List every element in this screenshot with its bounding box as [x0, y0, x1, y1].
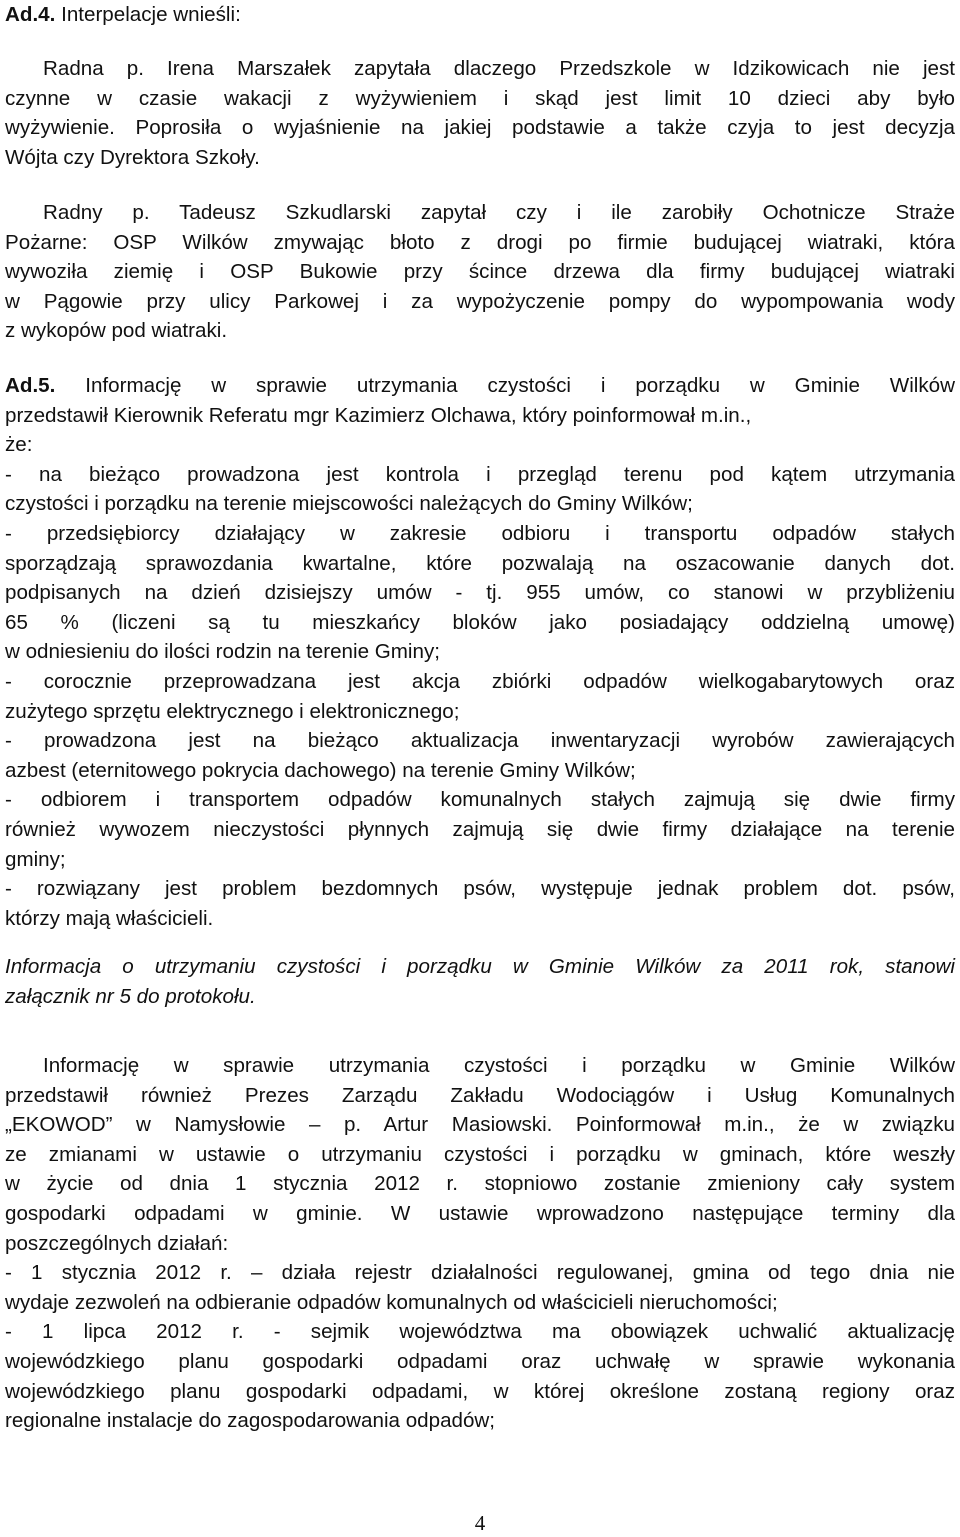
- section-ad4-label: Ad.4.: [5, 3, 56, 26]
- text-line: zużytego sprzętu elektrycznego i elektronicznego;: [5, 699, 460, 723]
- text-line: Radna p. Irena Marszałek zapytała dlaczego Przedszkole w Idzikowicach nie jest: [43, 57, 955, 80]
- text-line: gospodarki odpadami w gminie. W ustawie wprowadzono następujące terminy dla: [5, 1201, 955, 1225]
- text-line: czystości i porządku na terenie miejscowości należących do Gminy Wilków;: [5, 492, 693, 516]
- text-line: w Pągowie przy ulicy Parkowej i za wypożyczenie pompy do wypompowania wody: [5, 289, 955, 313]
- list-item-line: - prowadzona jest na bieżąco aktualizacja inwentaryzacji wyrobów zawierających: [5, 729, 955, 753]
- text-line: gminy;: [5, 847, 66, 871]
- text-line: wojewódzkiego planu gospodarki odpadami, w której określone zostaną regiony oraz: [5, 1379, 955, 1403]
- section-ad4-heading: [5, 0, 955, 30]
- list-item-line: - 1 stycznia 2012 r. – działa rejestr działalności regulowanej, gmina od tego dnia nie: [5, 1261, 955, 1285]
- list-item-line: - rozwiązany jest problem bezdomnych psów, występuje jednak problem dot. psów,: [5, 877, 955, 901]
- section-ad5-body: [5, 371, 955, 933]
- text-line: w życie od dnia 1 stycznia 2012 r. stopniowo zostanie zmieniony cały system: [5, 1172, 955, 1196]
- paragraph-radny-szkudlarski: [5, 198, 955, 346]
- text-line: z wykopów pod wiatraki.: [5, 319, 228, 343]
- list-item-line: - corocznie przeprowadzana jest akcja zbiórki odpadów wielkogabarytowych oraz: [5, 669, 955, 693]
- text-line: czynne w czasie wakacji z wyżywieniem i skąd jest limit 10 dzieci aby było: [5, 86, 955, 110]
- text-line: podpisanych na dzień dzisiejszy umów - tj. 955 umów, co stanowi w przybliżeniu: [5, 581, 955, 605]
- text-line: Wójta czy Dyrektora Szkoły.: [5, 145, 260, 169]
- text-line: wydaje zezwoleń na odbieranie odpadów komunalnych od właścicieli nieruchomości;: [5, 1290, 778, 1314]
- list-item-line: - odbiorem i transportem odpadów komunalnych stałych zajmują się dwie firmy: [5, 788, 955, 812]
- text-line: również wywozem nieczystości płynnych zajmują się dwie firmy działające na terenie: [5, 817, 955, 841]
- text-line: Informację w sprawie utrzymania czystości i porządku w Gminie Wilków: [43, 1054, 955, 1077]
- text-line: azbest (eternitowego pokrycia dachowego) na terenie Gminy Wilków;: [5, 758, 636, 782]
- text-line: „EKOWOD” w Namysłowie – p. Artur Masiowski. Poinformował m.in., że w związku: [5, 1113, 955, 1137]
- section-ad4-heading-block: [5, 0, 955, 30]
- section-ad5-first-line-text: Informację w sprawie utrzymania czystości i porządku w Gminie Wilków: [85, 374, 955, 397]
- text-line: przedstawił Kierownik Referatu mgr Kazimierz Olchawa, który poinformował m.in.,: [5, 403, 752, 427]
- text-line: sporządzają sprawozdania kwartalne, które pozwalają na oszacowanie danych dot.: [5, 551, 955, 575]
- text-line: poszczególnych działań:: [5, 1231, 229, 1255]
- text-line: wojewódzkiego planu gospodarki odpadami oraz uchwałę w sprawie wykonania: [5, 1349, 955, 1373]
- paragraph-radna-marszalek: [5, 54, 955, 172]
- text-line: 65 % (liczeni są tu mieszkańcy bloków jako posiadający oddzielną umowę): [5, 610, 955, 634]
- text-line: Radny p. Tadeusz Szkudlarski zapytał czy i ile zarobiły Ochotnicze Straże: [43, 201, 955, 224]
- page-number: 4: [474, 1511, 486, 1535]
- text-line: regionalne instalacje do zagospodarowania odpadów;: [5, 1409, 496, 1433]
- text-line: którzy mają właścicieli.: [5, 906, 214, 930]
- list-item-line: - przedsiębiorcy działający w zakresie odbioru i transportu odpadów stałych: [5, 521, 955, 545]
- section-ad5-label: Ad.5.: [5, 374, 56, 397]
- list-item-line: - na bieżąco prowadzona jest kontrola i przegląd terenu pod kątem utrzymania: [5, 462, 955, 486]
- section-ad5-first-line: [5, 371, 955, 401]
- text-line: Informacja o utrzymaniu czystości i porządku w Gminie Wilków za 2011 rok, stanowi: [5, 955, 955, 978]
- text-line: ze zmianami w ustawie o utrzymaniu czystości i porządku w gminach, które weszły: [5, 1142, 955, 1166]
- text-line: przedstawił również Prezes Zarządu Zakładu Wodociągów i Usług Komunalnych: [5, 1083, 955, 1107]
- attachment-note: [5, 952, 955, 1011]
- text-line: że:: [5, 433, 33, 457]
- list-item-line: - 1 lipca 2012 r. - sejmik województwa ma obowiązek uchwalić aktualizację: [5, 1320, 955, 1344]
- paragraph-ekowod: [5, 1051, 955, 1436]
- text-line: wywoziła ziemię i OSP Bukowie przy ścince drzewa dla firmy budującej wiatraki: [5, 260, 955, 284]
- section-ad4-title: Interpelacje wnieśli:: [61, 3, 241, 26]
- text-line: w odniesieniu do ilości rodzin na terenie Gminy;: [5, 640, 440, 664]
- text-line: wyżywienie. Poprosiła o wyjaśnienie na jakiej podstawie a także czyja to jest decyzja: [5, 116, 955, 140]
- text-line: Pożarne: OSP Wilków zmywając błoto z drogi po firmie budującej wiatraki, która: [5, 230, 955, 254]
- text-line: załącznik nr 5 do protokołu.: [5, 984, 256, 1008]
